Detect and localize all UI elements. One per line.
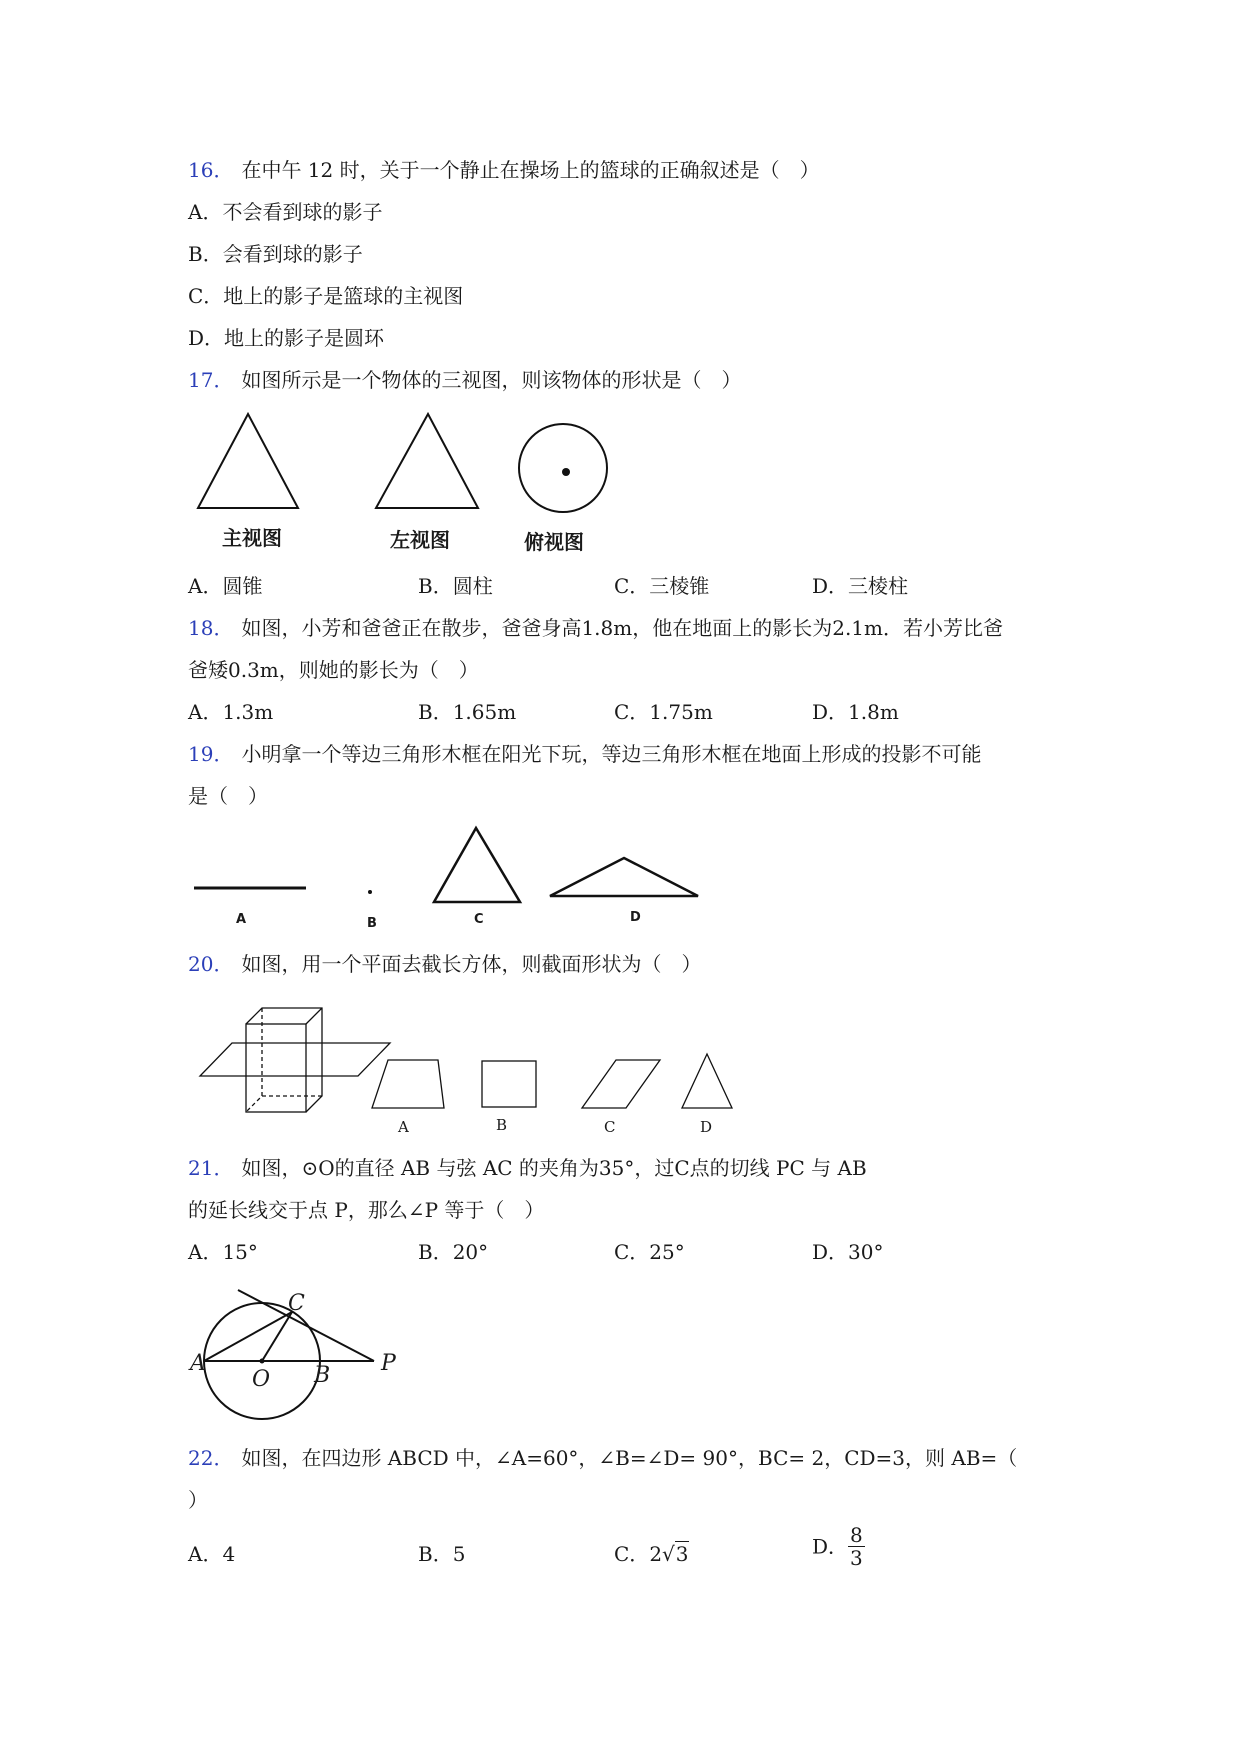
point-c-label: C (288, 1291, 305, 1316)
option-a: A．圆锥 (188, 574, 263, 598)
option-d (812, 1524, 865, 1569)
section-b-square (482, 1061, 536, 1107)
question-21-continued: 的延长线交于点 P，那么∠P 等于（ ） (188, 1198, 545, 1222)
projection-c-label: C (474, 912, 484, 927)
projection-b-label: B (367, 916, 377, 931)
option-a: A．1.3m (188, 700, 274, 724)
option-c-prefix: C． (614, 1542, 650, 1566)
option-a: A．15° (188, 1240, 258, 1264)
option-b: B．圆柱 (418, 574, 493, 598)
center-dot (260, 1359, 265, 1364)
question-20 (188, 952, 701, 976)
option-b: B．1.65m (418, 700, 517, 724)
fraction-numerator: 8 (850, 1523, 863, 1547)
front-view-triangle (198, 414, 298, 508)
three-view-figure (190, 408, 620, 518)
question-17 (188, 368, 741, 392)
question-18-continued: 爸矮0.3m，则她的影长为（ ） (188, 658, 479, 682)
question-text: 如图，用一个平面去截长方体，则截面形状为（ ） (241, 952, 702, 976)
question-18 (188, 616, 1003, 640)
question-number: 20． (188, 952, 234, 976)
option-c: C．1.75m (614, 700, 713, 724)
question-number: 17． (188, 368, 234, 392)
option-b: B．会看到球的影子 (188, 242, 363, 266)
section-a-trapezoid (372, 1060, 444, 1108)
projection-b-dot (368, 890, 372, 894)
option-d-fraction (848, 1524, 865, 1569)
radical-sign: √ (662, 1542, 675, 1566)
option-d: D．30° (812, 1240, 884, 1264)
option-c-radicand: 3 (675, 1542, 689, 1566)
question-number: 19． (188, 742, 234, 766)
projection-options-figure (190, 822, 710, 902)
option-c: C．地上的影子是篮球的主视图 (188, 284, 464, 308)
question-16 (188, 158, 820, 182)
option-b: B．20° (418, 1240, 489, 1264)
option-d: D．地上的影子是圆环 (188, 326, 385, 350)
section-b-label: B (496, 1116, 508, 1134)
option-b: B．5 (418, 1542, 466, 1566)
point-o-label: O (252, 1367, 271, 1392)
option-a: A．4 (188, 1542, 236, 1566)
question-21 (188, 1156, 867, 1180)
option-d-prefix: D． (812, 1534, 849, 1559)
question-text: 如图，⊙O的直径 AB 与弦 AC 的夹角为35°，过C点的切线 PC 与 AB (241, 1156, 867, 1180)
top-view-label: 俯视图 (524, 530, 584, 554)
question-number: 16． (188, 158, 234, 182)
question-19 (188, 742, 981, 766)
side-view-label: 左视图 (390, 528, 450, 552)
chord-ac (204, 1312, 292, 1361)
side-view-triangle (376, 414, 478, 508)
question-text: 如图，小芳和爸爸正在散步，爸爸身高1.8m，他在地面上的影长为2.1m．若小芳比爸 (241, 616, 1003, 640)
option-a: A．不会看到球的影子 (188, 200, 383, 224)
fraction-denominator: 3 (850, 1546, 863, 1570)
projection-a-label: A (236, 912, 247, 927)
section-a-label: A (398, 1118, 409, 1136)
option-c-coefficient: 2 (649, 1542, 663, 1566)
projection-d-triangle (550, 858, 698, 896)
point-a-label: A (190, 1351, 206, 1376)
projection-c-triangle (434, 828, 520, 902)
section-d-triangle (682, 1054, 732, 1108)
section-c-parallelogram (582, 1060, 660, 1108)
top-view-circle (519, 424, 607, 512)
option-c: C．25° (614, 1240, 685, 1264)
front-view-label: 主视图 (222, 526, 282, 550)
option-d: D．三棱柱 (812, 574, 909, 598)
question-number: 22． (188, 1446, 234, 1470)
question-22-continued: ） (188, 1488, 208, 1512)
section-c-label: C (604, 1118, 616, 1136)
tangent-pc (238, 1290, 374, 1361)
question-22 (188, 1446, 1017, 1470)
option-c (614, 1542, 689, 1566)
cuboid-section-figure (198, 996, 744, 1116)
question-text: 小明拿一个等边三角形木框在阳光下玩，等边三角形木框在地面上形成的投影不可能 (241, 742, 982, 766)
question-text: 在中午 12 时，关于一个静止在操场上的篮球的正确叙述是（ ） (241, 158, 820, 182)
question-19-continued: 是（ ） (188, 784, 268, 808)
projection-d-label: D (630, 910, 641, 925)
question-text: 如图，在四边形 ABCD 中，∠A=60°，∠B=∠D= 90°，BC= 2，CD=3，则 AB=（ (241, 1446, 1018, 1470)
option-d: D．1.8m (812, 700, 899, 724)
section-d-label: D (700, 1118, 713, 1136)
question-number: 18． (188, 616, 234, 640)
top-view-center-dot (562, 468, 570, 476)
option-c: C．三棱锥 (614, 574, 710, 598)
question-number: 21． (188, 1156, 234, 1180)
cuboid-with-plane (200, 1008, 390, 1112)
question-text: 如图所示是一个物体的三视图，则该物体的形状是（ ） (241, 368, 742, 392)
point-p-label: P (381, 1351, 396, 1376)
point-b-label: B (314, 1363, 331, 1388)
